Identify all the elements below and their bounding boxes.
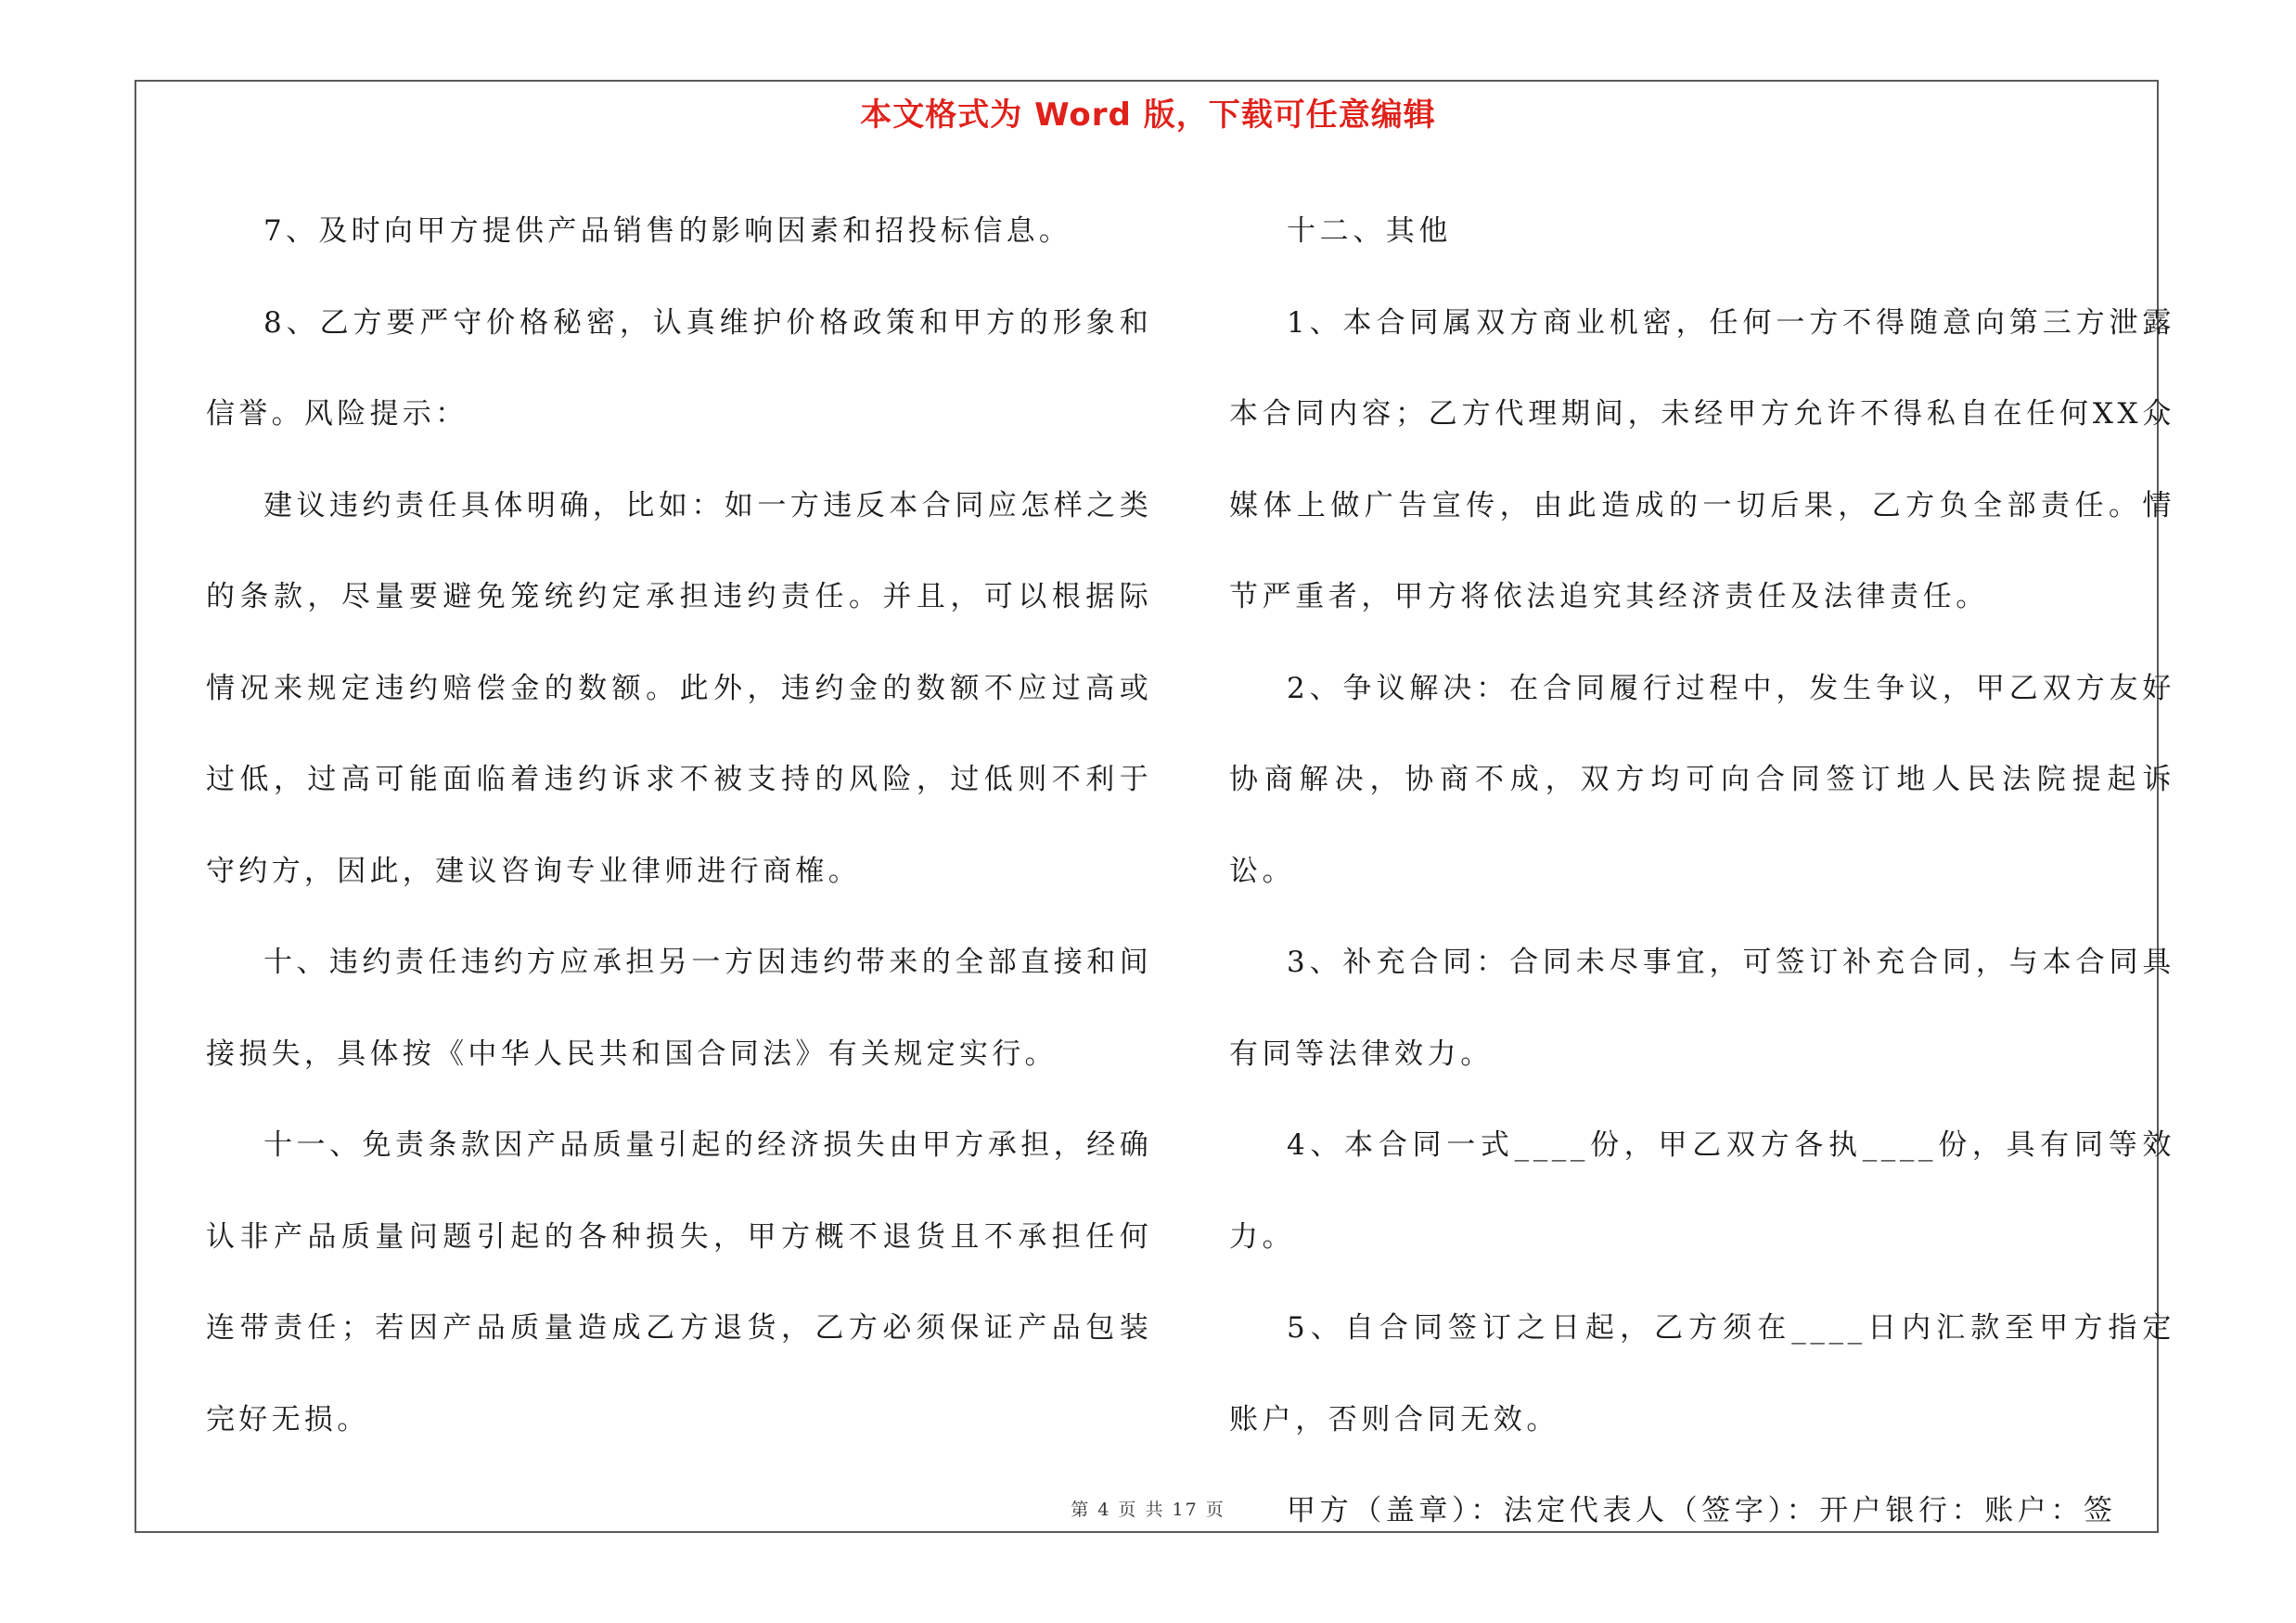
paragraph-clause-4: 4、本合同一式____份，甲乙双方各执____份，具有同等效力。 xyxy=(1229,1128,2175,1254)
paragraph-section-11: 十一、免责条款因产品质量引起的经济损失由甲方承担，经确认非产品质量问题引起的各种损失，甲方概不退货且不承担任何连带责任；若因产品质量造成乙方退货，乙方必须保证产品包装完好无损。 xyxy=(206,1128,1152,1436)
paragraph-clause-3: 3、补充合同：合同未尽事宜，可签订补充合同，与本合同具有同等法律效力。 xyxy=(1229,946,2175,1071)
paragraph-section-10: 十、违约责任违约方应承担另一方因违约带来的全部直接和间接损失，具体按《中华人民共和国合同法》有关规定实行。 xyxy=(206,946,1152,1071)
paragraph-clause-1: 1、本合同属双方商业机密，任何一方不得随意向第三方泄露本合同内容；乙方代理期间，未经甲方允许不得私自在任何XX众媒体上做广告宣传，由此造成的一切后果，乙方负全部责任。情节严重者，甲方将依法追究其经济责任及法律责任。 xyxy=(1229,305,2175,613)
paragraph-risk-advice: 建议违约责任具体明确，比如：如一方违反本合同应怎样之类的条款，尽量要避免笼统约定承担违约责任。并且，可以根据际情况来规定违约赔偿金的数额。此外，违约金的数额不应过高或过低，过高可能面临着违约诉求不被支持的风险，过低则不利于守约方，因此，建议咨询专业律师进行商榷。 xyxy=(206,488,1152,888)
right-column xyxy=(1229,186,2175,1557)
left-column xyxy=(206,186,1152,1465)
header-banner: 本文格式为 Word 版，下载可任意编辑 xyxy=(860,97,1436,134)
paragraph-clause-5: 5、自合同签订之日起，乙方须在____日内汇款至甲方指定账户，否则合同无效。 xyxy=(1229,1311,2175,1436)
paragraph-item-7: 7、及时向甲方提供产品销售的影响因素和招投标信息。 xyxy=(263,214,1072,248)
paragraph-item-8: 8、乙方要严守价格秘密，认真维护价格政策和甲方的形象和信誉。风险提示： xyxy=(206,305,1152,431)
paragraph-clause-2: 2、争议解决：在合同履行过程中，发生争议，甲乙双方友好协商解决，协商不成，双方均可向合同签订地人民法院提起诉讼。 xyxy=(1229,671,2175,888)
page-number-footer: 第 4 页 共 17 页 xyxy=(1071,1500,1225,1520)
section-12-heading: 十二、其他 xyxy=(1287,214,1452,248)
signature-line: 甲方（盖章）：法定代表人（签字）：开户银行：账户：签 xyxy=(1287,1494,2117,1527)
